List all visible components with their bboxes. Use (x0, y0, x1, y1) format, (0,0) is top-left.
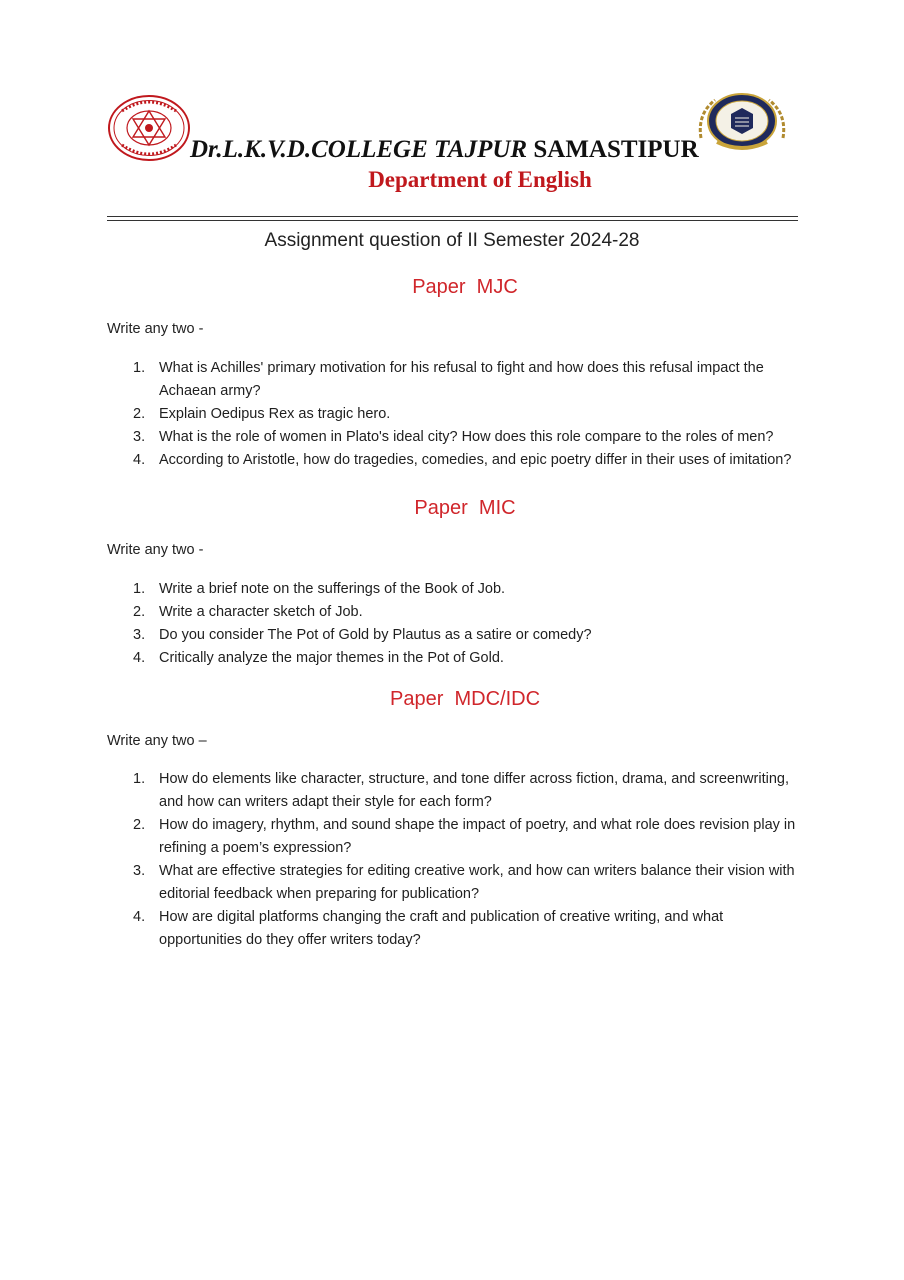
question-item (107, 578, 807, 601)
college-name (190, 136, 699, 164)
question-list-mic (107, 578, 807, 670)
header-divider-top (107, 216, 798, 217)
question-list-mdc-idc (107, 768, 807, 952)
assignment-title: Assignment question of II Semester 2024-28 (264, 230, 640, 251)
question-item (107, 814, 807, 860)
college-emblem-right (695, 92, 789, 154)
question-text: Critically analyze the major themes in the Pot of Gold. (159, 650, 504, 666)
question-text: Do you consider The Pot of Gold by Plautus as a satire or comedy? (159, 627, 592, 643)
question-number: 4. (133, 650, 146, 666)
college-name-italic: Dr.L.K.V.D.COLLEGE TAJPUR (190, 136, 528, 163)
section-instruction: Write any two - (107, 321, 204, 337)
section-heading-mdc-idc: Paper MDC/IDC (389, 688, 541, 710)
section-instruction: Write any two - (107, 542, 204, 558)
question-number: 3. (133, 627, 146, 643)
header-divider-bottom (107, 220, 798, 221)
question-item (107, 601, 807, 624)
question-text: According to Aristotle, how do tragedies, comedies, and epic poetry differ in their uses of imitation? (159, 452, 792, 468)
question-text: What are effective strategies for editing creative work, and how can writers balance their vision with editorial feedback when preparing for publication? (159, 863, 795, 902)
college-seal-left (108, 95, 190, 161)
question-number: 4. (133, 909, 146, 925)
college-name-place: SAMASTIPUR (533, 136, 699, 163)
question-item (107, 860, 807, 906)
question-number: 1. (133, 360, 146, 376)
question-item (107, 624, 807, 647)
question-number: 4. (133, 452, 146, 468)
section-instruction: Write any two – (107, 733, 207, 749)
question-item (107, 906, 807, 952)
question-item (107, 768, 807, 814)
question-text: How do elements like character, structure, and tone differ across fiction, drama, and screenwriting, and how can writers adapt their style for each form? (159, 771, 789, 810)
department-name: Department of English (368, 167, 592, 192)
question-item (107, 426, 807, 449)
question-text: What is Achilles' primary motivation for his refusal to fight and how does this refusal impact the Achaean army? (159, 360, 764, 399)
question-list-mjc (107, 357, 807, 472)
question-item (107, 449, 807, 472)
question-number: 2. (133, 604, 146, 620)
question-text: How are digital platforms changing the craft and publication of creative writing, and what opportunities do they offer writers today? (159, 909, 724, 948)
question-text: What is the role of women in Plato's ideal city? How does this role compare to the roles of men? (159, 429, 774, 445)
question-number: 3. (133, 863, 146, 879)
question-number: 3. (133, 429, 146, 445)
question-item (107, 357, 807, 403)
question-item (107, 403, 807, 426)
question-text: How do imagery, rhythm, and sound shape the impact of poetry, and what role does revision play in refining a poem’s expression? (159, 817, 796, 856)
section-heading-mjc: Paper MJC (412, 276, 518, 298)
section-heading-mic: Paper MIC (414, 497, 516, 519)
question-number: 2. (133, 406, 146, 422)
question-number: 2. (133, 817, 146, 833)
question-item (107, 647, 807, 670)
question-text: Write a character sketch of Job. (159, 604, 363, 620)
question-number: 1. (133, 771, 146, 787)
question-text: Write a brief note on the sufferings of the Book of Job. (159, 581, 506, 597)
question-number: 1. (133, 581, 146, 597)
question-text: Explain Oedipus Rex as tragic hero. (159, 406, 391, 422)
